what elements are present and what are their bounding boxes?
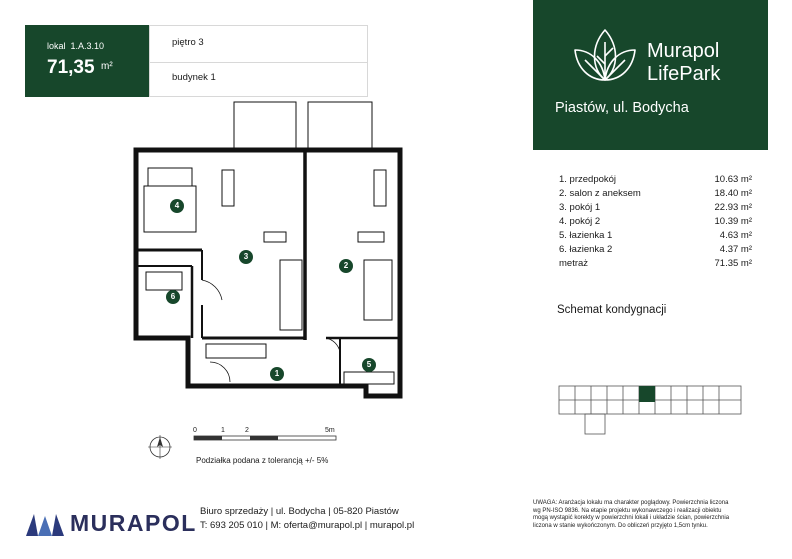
room-number-3: 3 <box>239 250 253 264</box>
brand-location: Piastów, ul. Bodycha <box>555 100 689 116</box>
unit-area-unit: m² <box>101 61 113 72</box>
building-label: budynek 1 <box>172 72 216 83</box>
murapol-logo-text: MURAPOL <box>70 510 197 536</box>
scale-tick-0: 0 <box>193 427 197 434</box>
floor-schema-title: Schemat kondygnacji <box>557 304 667 316</box>
scale-bar <box>192 432 342 446</box>
scale-tick-1: 1 <box>221 427 225 434</box>
compass-icon <box>145 432 175 462</box>
divider <box>150 62 367 63</box>
building-schema <box>555 378 745 438</box>
room-row: 2. salon z aneksem 18.40 m² <box>559 188 752 199</box>
unit-label: lokal 1.A.3.10 <box>47 41 105 51</box>
room-area-table <box>559 173 752 271</box>
unit-location-highlight <box>639 386 655 402</box>
unit-id-panel <box>25 25 149 97</box>
contact-info: T: 693 205 010 | M: oferta@murapol.pl | murapol.pl <box>200 520 415 531</box>
brand-name-line2: LifePark <box>647 63 721 85</box>
room-row: 5. łazienka 1 4.63 m² <box>559 230 752 241</box>
room-number-5: 5 <box>362 358 376 372</box>
scale-tick-5m: 5m <box>325 427 335 434</box>
unit-area: 71,35 <box>47 57 95 78</box>
scale-tick-2: 2 <box>245 427 249 434</box>
room-number-2: 2 <box>339 259 353 273</box>
room-row: 6. łazienka 2 4.37 m² <box>559 244 752 255</box>
room-row: 4. pokój 2 10.39 m² <box>559 216 752 227</box>
leaf-logo-icon <box>571 24 639 84</box>
brand-name-line1: Murapol <box>647 40 720 62</box>
sales-office-address: Biuro sprzedaży | ul. Bodycha | 05-820 Piastów <box>200 506 399 517</box>
room-total-row: metraż 71.35 m² <box>559 258 752 269</box>
room-row: 1. przedpokój 10.63 m² <box>559 174 752 185</box>
brand-panel <box>533 0 768 150</box>
room-number-1: 1 <box>270 367 284 381</box>
unit-location-panel <box>149 25 368 97</box>
murapol-logo-icon <box>24 512 66 538</box>
room-row: 3. pokój 1 22.93 m² <box>559 202 752 213</box>
disclaimer: UWAGA: Aranżacja lokalu ma charakter poglądowy. Powierzchnia liczona wg PN-ISO 9836. Na etapie projektu wykonawczego i realizacji obiektu mogą wystąpić korekty w powierzchni lokali i układzie ścian, powierzchnia liczona w stanie wykończonym. Do obliczeń przyjęto 1,5cm tynku. <box>533 500 730 529</box>
scale-note: Podziałka podana z tolerancją +/- 5% <box>196 456 329 465</box>
floor-label: piętro 3 <box>172 37 204 48</box>
room-number-4: 4 <box>170 199 184 213</box>
room-number-6: 6 <box>166 290 180 304</box>
